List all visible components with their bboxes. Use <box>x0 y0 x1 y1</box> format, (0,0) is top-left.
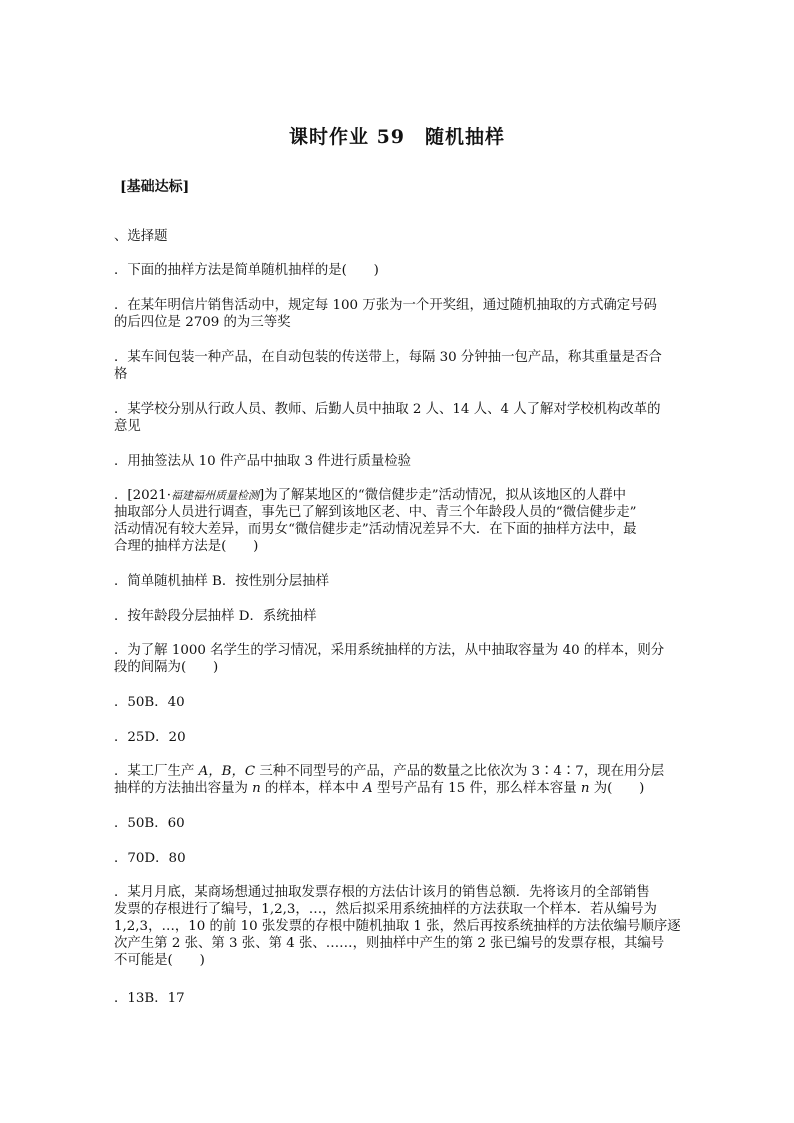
q2-line2: 抽取部分人员进行调查，事先已了解到该地区老、中、青三个年龄段人员的“微信健步走” <box>114 505 637 520</box>
q4-var-n: n <box>252 781 261 796</box>
q4-var-A: A <box>363 781 373 796</box>
q5-options-ab: ．13B．17 <box>114 991 185 1006</box>
q1-option-b-line1: ．某车间包装一种产品，在自动包装的传送带上，每隔 30 分钟抽一包产品，称其重量是否合 <box>114 350 662 365</box>
q1-option-d: ．用抽签法从 10 件产品中抽取 3 件进行质量检验 <box>114 454 412 469</box>
q4-options-cd: ．70D．80 <box>114 851 186 866</box>
q1-option-a-line1: ．在某年明信片销售活动中，规定每 100 万张为一个开奖组，通过随机抽取的方式确定号码 <box>114 298 657 313</box>
q1-option-c-line2: 意见 <box>114 419 141 434</box>
q5-line5: 不可能是( ) <box>114 953 205 968</box>
q5-line1: ．某月月底，某商场想通过抽取发票存根的方法估计该月的销售总额．先将该月的全部销售 <box>114 885 650 900</box>
q4-line2 <box>114 780 682 797</box>
section-heading: [基础达标] <box>120 179 190 195</box>
q4-line2-b: 的样本，样本中 <box>260 781 364 796</box>
part-heading: 、选择题 <box>114 229 168 244</box>
q3-line1: ．为了解 1000 名学生的学习情况，采用系统抽样的方法，从中抽取容量为 40 的样本，则分 <box>114 643 665 658</box>
q2-line4: 合理的抽样方法是( ) <box>114 539 259 554</box>
q5-line4: 次产生第 2 张、第 3 张、第 4 张、……，则抽样中产生的第 2 张已编号的发票存根，其编号 <box>114 936 665 951</box>
q3-line2: 段的间隔为( ) <box>114 660 219 675</box>
q1-stem: ．下面的抽样方法是简单随机抽样的是( ) <box>114 263 379 278</box>
q1-option-a-line2: 的后四位是 2709 的为三等奖 <box>114 315 291 330</box>
q4-var-n2: n <box>580 781 590 796</box>
q5-line3: 1,2,3，…，10 的前 10 张发票的存根中随机抽取 1 张，然后再按系统抽样的方法依编号顺序逐 <box>114 919 681 934</box>
q4-line1-a: ．某工厂生产 <box>114 764 199 779</box>
q1-option-b-line2: 格 <box>114 367 128 382</box>
q4-line1-b: 三种不同型号的产品，产品的数量之比依次为 3∶4∶7，现在用分层 <box>255 764 665 779</box>
q4-vars: A，B，C <box>198 764 256 779</box>
q2-options-ab: ．简单随机抽样 B．按性别分层抽样 <box>114 574 329 589</box>
q1-option-c-line1: ．某学校分别从行政人员、教师、后勤人员中抽取 2 人、14 人、4 人了解对学校机构改革的 <box>114 402 661 417</box>
q3-options-ab: ．50B．40 <box>114 695 185 710</box>
q4-line2-c: 型号产品有 15 件，那么样本容量 <box>372 781 581 796</box>
q4-options-ab: ．50B．60 <box>114 816 185 831</box>
q5-line2: 发票的存根进行了编号，1,2,3，…，然后拟采用系统抽样的方法获取一个样本．若从编号为 <box>114 902 657 917</box>
q2-line1-text: ]为了解某地区的“微信健步走”活动情况，拟从该地区的人群中 <box>258 488 627 503</box>
q2-line1 <box>114 487 682 504</box>
q4-line2-a: 抽样的方法抽出容量为 <box>114 781 253 796</box>
q4-line2-d: 为( ) <box>589 781 645 796</box>
q3-options-cd: ．25D．20 <box>114 730 186 745</box>
q2-prefix: ．[2021· <box>114 488 171 503</box>
q2-line3: 活动情况有较大差异，而男女“微信健步走”活动情况差异不大．在下面的抽样方法中，最 <box>114 522 637 537</box>
q2-source: 福建福州质量检测 <box>170 489 259 502</box>
q2-options-cd: ．按年龄段分层抽样 D．系统抽样 <box>114 609 317 624</box>
q4-line1 <box>114 763 682 780</box>
page-title: 课时作业 59 随机抽样 <box>288 126 506 148</box>
